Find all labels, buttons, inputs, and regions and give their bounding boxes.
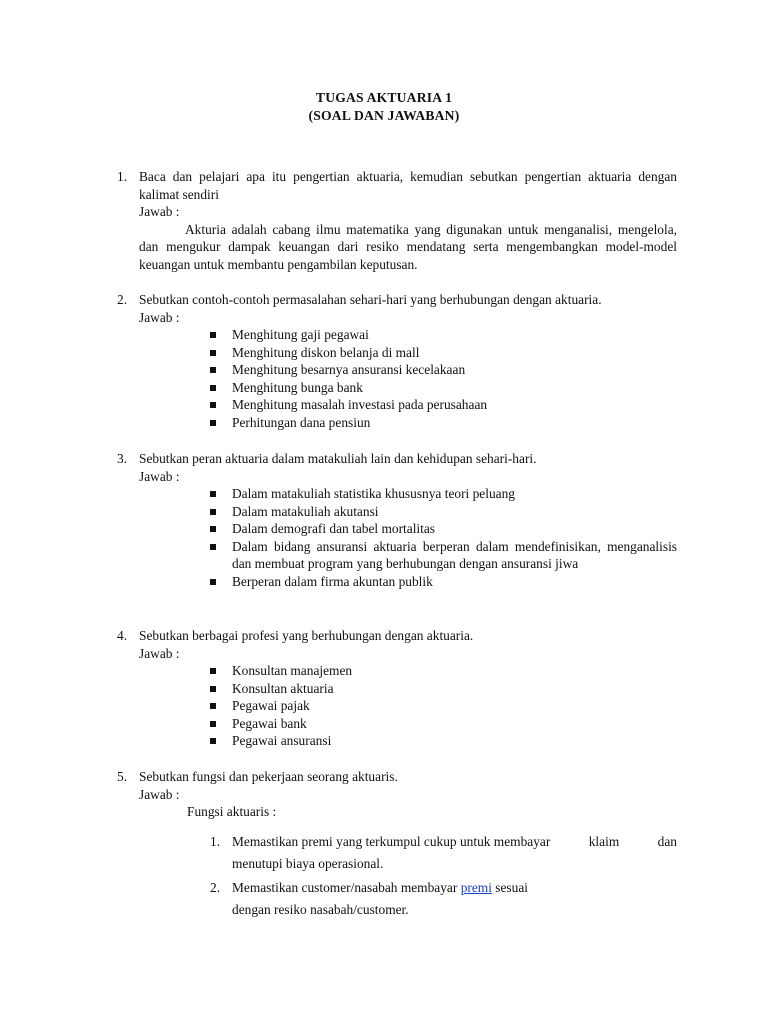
list-item: Dalam matakuliah statistika khususnya teori peluang [210, 485, 677, 503]
list-item: Berperan dalam firma akuntan publik [210, 573, 677, 591]
item-text: Memastikan customer/nasabah membayar [232, 879, 461, 895]
answer-list [210, 326, 677, 431]
item-text: klaim [588, 833, 620, 849]
list-item: Menghitung masalah investasi pada perusahaan [210, 396, 677, 414]
answer-list [210, 485, 677, 590]
list-item: Menghitung gaji pegawai [210, 326, 677, 344]
question-2 [117, 291, 677, 431]
list-item: Pegawai ansuransi [210, 732, 677, 750]
question-text: Baca dan pelajari apa itu pengertian aktuaria, kemudian sebutkan pengertian aktuaria dengan kalimat sendiri [139, 169, 677, 202]
question-4 [117, 627, 677, 750]
question-5 [117, 768, 677, 923]
question-1 [117, 168, 677, 273]
question-3 [117, 450, 677, 590]
item-line: dengan resiko nasabah/customer. [232, 901, 409, 917]
list-item: Dalam demografi dan tabel mortalitas [210, 520, 677, 538]
jawab-label: Jawab : [139, 645, 180, 661]
document-title: TUGAS AKTUARIA 1 [315, 90, 453, 105]
jawab-label: Jawab : [139, 204, 180, 219]
item-line [232, 831, 677, 853]
item-line: menutupi biaya operasional. [232, 855, 384, 871]
list-item: Perhitungan dana pensiun [210, 414, 677, 432]
item-text: Memastikan premi yang terkumpul cukup untuk membayar [232, 833, 551, 849]
list-item: Menghitung bunga bank [210, 379, 677, 397]
list-item: Menghitung diskon belanja di mall [210, 344, 677, 362]
question-text: Sebutkan contoh-contoh permasalahan sehari-hari yang berhubungan dengan aktuaria. [139, 292, 602, 307]
question-text: Sebutkan peran aktuaria dalam matakuliah lain dan kehidupan sehari-hari. [139, 451, 537, 466]
list-item: Konsultan manajemen [210, 662, 677, 680]
question-number: 2. [117, 292, 128, 307]
list-item: Menghitung besarnya ansuransi kecelakaan [210, 361, 677, 379]
answer-list [210, 662, 677, 750]
item-text: dan [657, 833, 677, 849]
fungsi-label: Fungsi aktuaris : [187, 804, 277, 819]
item-text: sesuai [491, 879, 528, 895]
list-item: Pegawai bank [210, 715, 677, 733]
question-number: 3. [117, 451, 128, 466]
jawab-label: Jawab : [139, 468, 180, 484]
question-number: 4. [117, 628, 128, 643]
list-item: Pegawai pajak [210, 697, 677, 715]
list-item: Dalam matakuliah akutansi [210, 503, 677, 521]
question-number: 5. [117, 769, 128, 784]
item-number: 2. [210, 879, 221, 895]
jawab-label: Jawab : [139, 786, 180, 802]
document-subtitle: (SOAL DAN JAWABAN) [308, 108, 460, 123]
question-number: 1. [117, 169, 128, 184]
jawab-label: Jawab : [139, 309, 180, 325]
premi-link[interactable]: premi [460, 879, 492, 895]
list-item: Konsultan aktuaria [210, 680, 677, 698]
question-text: Sebutkan berbagai profesi yang berhubungan dengan aktuaria. [139, 628, 474, 643]
item-number: 1. [210, 833, 221, 849]
list-item [210, 831, 677, 875]
list-item [210, 877, 677, 921]
question-text: Sebutkan fungsi dan pekerjaan seorang aktuaris. [139, 769, 398, 784]
fungsi-list [210, 831, 677, 921]
answer-paragraph: Akturia adalah cabang ilmu matematika yang digunakan untuk menganalisi, mengelola, dan mengukur dampak keuangan dari resiko mendatang serta mengembangkan model-model keuangan untuk membantu pengambilan keputusan. [139, 221, 677, 272]
item-line [232, 877, 677, 899]
list-item: Dalam bidang ansuransi aktuaria berperan dalam mendefinisikan, menganalisis dan membuat program yang berhubungan dengan ansuransi jiwa [210, 538, 677, 573]
